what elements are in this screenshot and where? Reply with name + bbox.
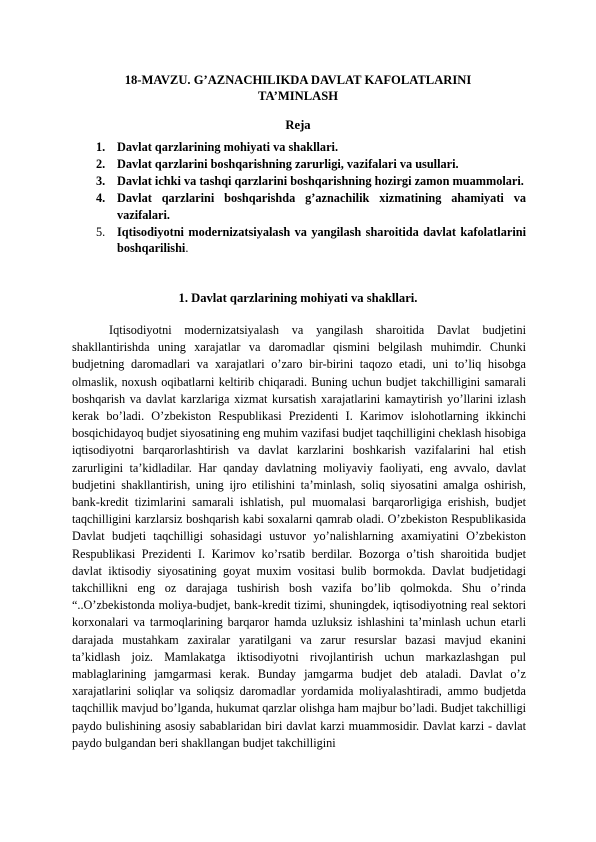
plan-item-text: Iqtisodiyotni modernizatsiyalash va yangilash sharoitida davlat kafolatlarini boshqarilishi (117, 224, 526, 255)
plan-item-number: 2. (96, 157, 106, 171)
plan-item-text: Davlat qarzlarini boshqarishning zarurligi, vazifalari va usullari. (117, 157, 459, 171)
plan-item-number: 4. (96, 191, 106, 205)
plan-item-text: Davlat qarzlarining mohiyati va shakllari. (117, 140, 339, 154)
plan-item (96, 156, 526, 173)
plan-item-number: 5. (96, 224, 106, 239)
plan-item (96, 139, 526, 156)
title-line-2: TA’MINLASH (258, 89, 338, 103)
body-paragraph: Iqtisodiyotni modernizatsiyalash va yangilash sharoitida Davlat budjetini shakllantirishda uning xarajatlar va daromadlar qismini belgilash muhimdir. Chunki budjetning daromadlari va xarajatlari o’zaro bir-birini taqozo etadi, uni to’liq hisobga olmaslik, noxush oqibatlarni keltirib chiqaradi. Buning uchun budjet takchilligini samarali boshqarish va davlat karzlariga xizmat kursatish xarajatlarini kamaytirish yo’llarini izlash kerak bo’ladi. O’zbekiston Respublikasi Prezidenti I. Karimov islohotlarning ikkinchi bosqichidayoq budjet siyosatining eng muhim vazifasi budjet taqchilligini cheklash hisobiga iqtisodiyotni barqarorlashtirish va davlat karzlarini boshkarish vazifalarini hal etish zarurligini ta’kidladilar. Har qanday davlatning moliyaviy faoliyati, eng avvalo, davlat budjetini shakllantirish, uning ijro etilishini ta’minlash, soliq siyosatini amalga oshirish, bank-kredit tizimlarini samarali ishlatish, pul muomalasi barqarorligiga erishish, budjet taqchilligini karzlarsiz boshqarish kabi soxalarni qamrab oladi. O’zbekiston Respublikasida Davlat budjeti taqchilligi sohasidagi ustuvor yo’nalishlarning axamiyatini O’zbekiston Respublikasi Prezidenti I. Karimov ko’rsatib berdilar. Bozorga o’tish sharoitida budjet davlat iktisodiy siyosatining goyat muxim vositasi bulib bormokda. Davlat budjetidagi takchillikni eng oz darajaga tushirish bosh vazifa bo’lib qolmokda. Shu o’rinda “..O’zbekistonda moliya-budjet, bank-kredit tizimi, shuningdek, iqtisodiyotning real sektori korxonalari va tarmoqlarining barqaror hamda uzluksiz ishlashini ta’minlash uchun etarli darajada mustahkam zaxiralar yaratilgani va zarur resurslar bazasi mavjud ekanini ta’kidlash joiz. Mamlakatga iktisodiyotni rivojlantirish uchun markazlashgan pul mablaglarining jamgarmasi kerak. Bunday jamgarma budjet deb ataladi. Davlat o’z xarajatlarini soliqlar va soliqsiz daromadlar yordamida moliyalashtiradi, ammo budjetda taqchillik mavjud bo’lganda, hukumat qarzlar olishga ham majbur bo’ladi. Budjet takchilligi paydo bulishining asosiy sabablaridan biri davlat karzi muammosidir. Davlat karzi - davlat paydo bulgandan beri shakllangan budjet takchilligini (72, 323, 526, 750)
section-title: 1. Davlat qarzlarining mohiyati va shakllari. (178, 291, 418, 305)
plan-list (96, 139, 526, 257)
plan-item-text: Davlat ichki va tashqi qarzlarini boshqarishning hozirgi zamon muammolari. (117, 174, 524, 188)
plan-item-text: Davlat qarzlarini boshqarishda g’aznachilik xizmatining ahamiyati va vazifalari. (117, 191, 526, 222)
plan-item (96, 190, 526, 223)
plan-item-number: 1. (96, 140, 106, 154)
plan-item (96, 173, 526, 190)
page-title (70, 72, 526, 104)
plan-item-number: 3. (96, 174, 106, 188)
plan-heading: Reja (285, 118, 311, 132)
plan-item-tail: . (185, 241, 189, 255)
plan-item (96, 224, 526, 257)
title-line-1: 18-MAVZU. G’AZNACHILIKDA DAVLAT KAFOLATLARINI (124, 73, 472, 87)
